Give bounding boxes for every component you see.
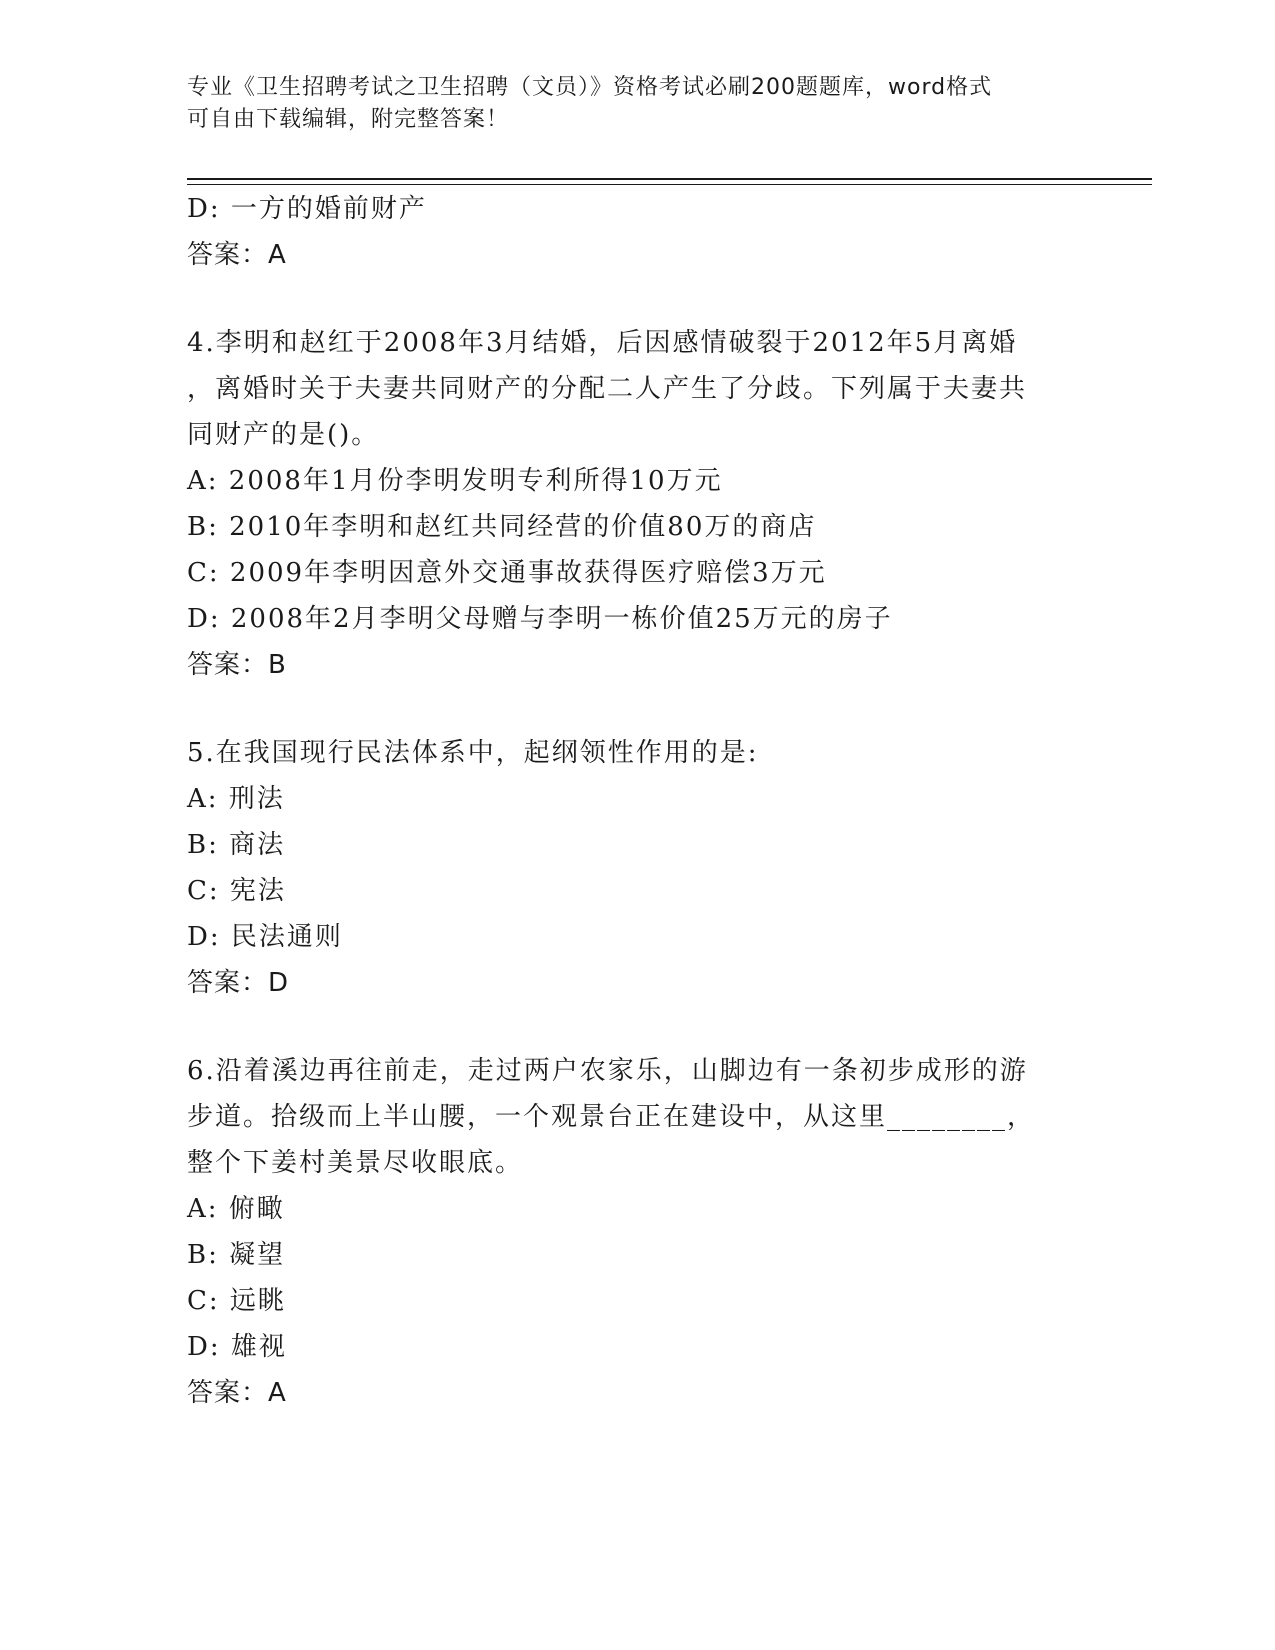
option-a: A: 2008年1月份李明发明专利所得10万元: [187, 466, 723, 496]
spacer: [187, 688, 1067, 730]
spacer: [187, 278, 1067, 320]
question-text-line: 6.沿着溪边再往前走，走过两户农家乐，山脚边有一条初步成形的游: [187, 1056, 1028, 1086]
option-b: B: 凝望: [187, 1240, 286, 1270]
question-text-line: 4.李明和赵红于2008年3月结婚，后因感情破裂于2012年5月离婚: [187, 328, 1018, 358]
question-list: [187, 186, 1067, 1416]
answer-line: 答案：A: [187, 1378, 287, 1408]
question-6: [187, 1048, 1067, 1416]
question-text-line: 5.在我国现行民法体系中，起纲领性作用的是:: [187, 738, 759, 768]
option-a: A: 刑法: [187, 784, 285, 814]
option-b: B: 商法: [187, 830, 286, 860]
question-text-line: ，离婚时关于夫妻共同财产的分配二人产生了分歧。下列属于夫妻共: [187, 374, 1028, 404]
answer-line: 答案：B: [187, 650, 287, 680]
option-d: D: 雄视: [187, 1332, 287, 1362]
answer-line: 答案：A: [187, 240, 287, 270]
header-divider-thin: [187, 184, 1152, 185]
question-text-line: 步道。拾级而上半山腰，一个观景台正在建设中，从这里________，: [187, 1102, 1036, 1132]
question-text-line: 同财产的是()。: [187, 420, 380, 450]
option-d: D: 民法通则: [187, 922, 343, 952]
header-title-line-1: 专业《卫生招聘考试之卫生招聘（文员）》资格考试必刷200题题库，word格式: [187, 75, 993, 100]
option-c: C: 远眺: [187, 1286, 286, 1316]
option-d: D: 2008年2月李明父母赠与李明一栋价值25万元的房子: [187, 604, 893, 634]
spacer: [187, 1006, 1067, 1048]
option-b: B: 2010年李明和赵红共同经营的价值80万的商店: [187, 512, 817, 542]
question-text-line: 整个下姜村美景尽收眼底。: [187, 1148, 524, 1178]
question-3-tail: [187, 186, 1067, 278]
question-5: [187, 730, 1067, 1006]
option-a: A: 俯瞰: [187, 1194, 285, 1224]
question-4: [187, 320, 1067, 688]
header-divider-thick: [187, 178, 1152, 180]
option-d: D: 一方的婚前财产: [187, 194, 427, 224]
header-title-line-2: 可自由下载编辑，附完整答案！: [187, 107, 510, 132]
page-header: [187, 72, 1067, 136]
option-c: C: 宪法: [187, 876, 286, 906]
option-c: C: 2009年李明因意外交通事故获得医疗赔偿3万元: [187, 558, 827, 588]
answer-line: 答案：D: [187, 968, 290, 998]
